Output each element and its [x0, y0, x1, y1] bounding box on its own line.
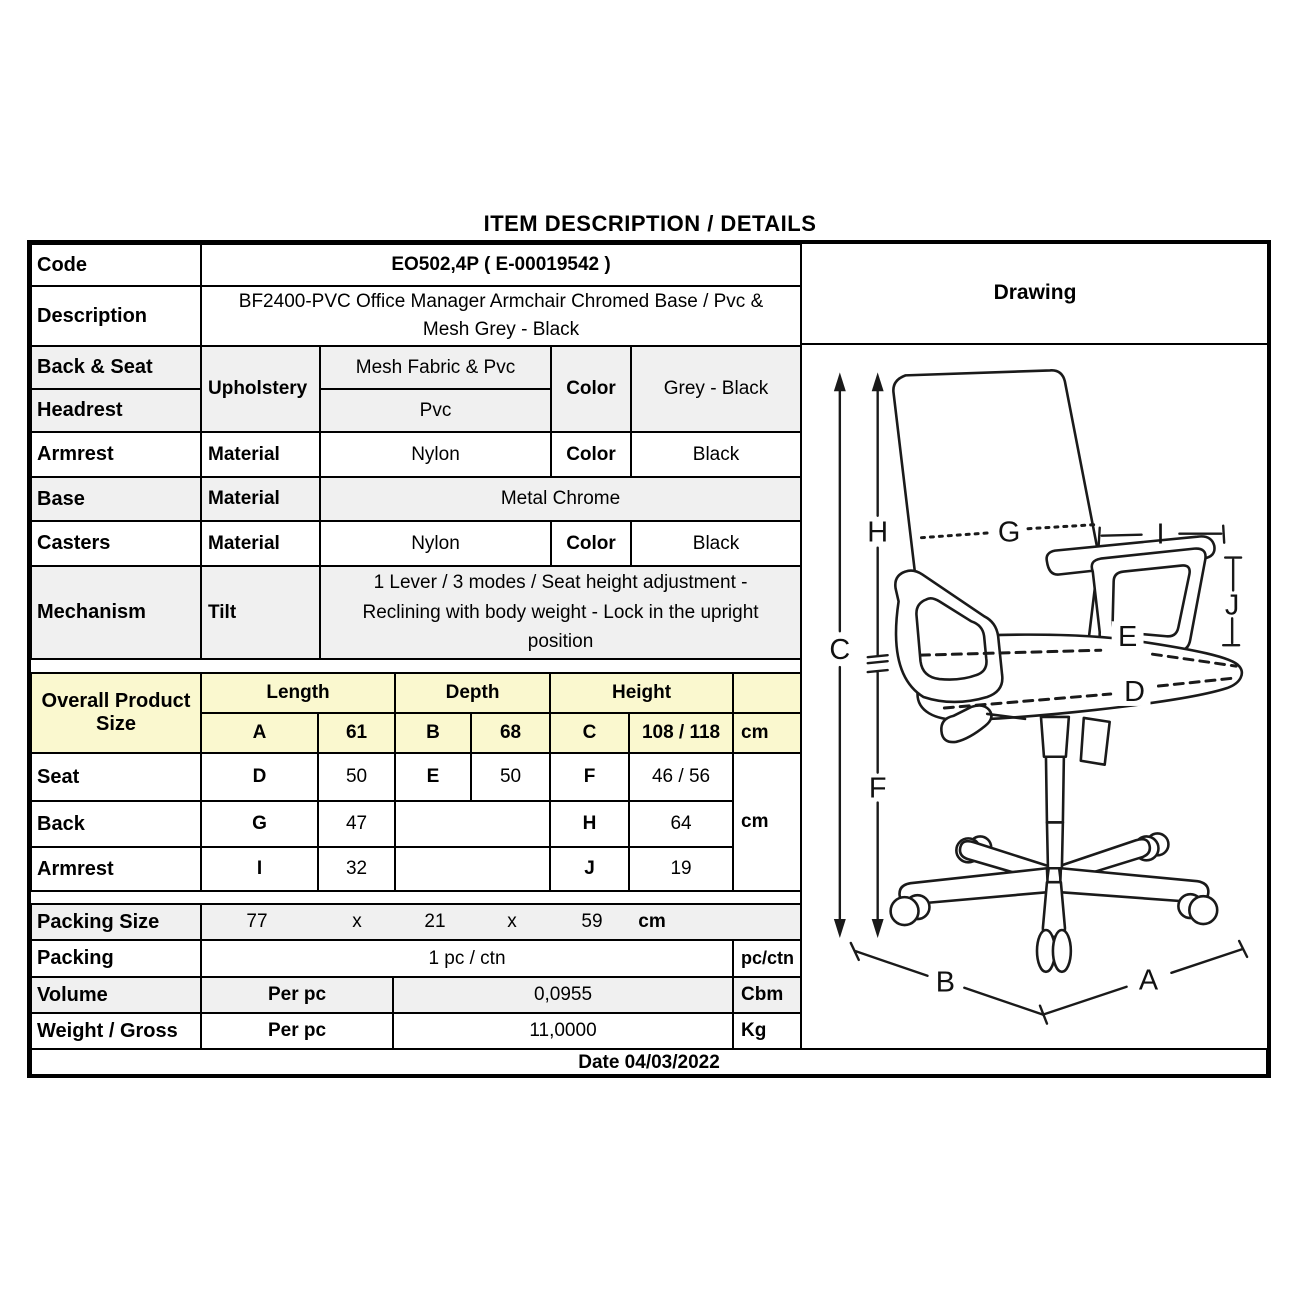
dim-h-value: 64 [629, 801, 733, 847]
caster-front [1053, 930, 1071, 972]
depth-header: Depth [395, 673, 550, 713]
dim-e: E [395, 753, 471, 801]
empty-cell [733, 673, 801, 713]
material-label: Material [201, 521, 320, 566]
gas-column-upper [1041, 717, 1069, 757]
empty-cell [395, 801, 550, 847]
casters-label: Casters [31, 521, 201, 566]
dim-c-value: 108 / 118 [629, 713, 733, 753]
table-row [31, 1049, 1267, 1076]
chair-drawing-svg [802, 345, 1268, 1048]
packing-table [30, 903, 802, 1050]
table-row [31, 753, 801, 801]
dim-f: F [550, 753, 629, 801]
table-row [31, 477, 801, 521]
packing-dim-1: 77 [246, 911, 268, 932]
empty-cell [395, 847, 550, 891]
headrest-label: Headrest [31, 389, 201, 432]
packing-size-value [201, 904, 801, 940]
drawing-panel [800, 243, 1268, 1048]
material-label: Material [201, 477, 320, 521]
table-row [31, 1013, 801, 1049]
packing-dim-2: 21 [424, 911, 446, 932]
arrowhead [834, 919, 846, 938]
dim-g: G [201, 801, 318, 847]
weight-label: Weight / Gross [31, 1013, 201, 1049]
table-row [31, 801, 801, 847]
arrowhead [872, 372, 884, 391]
back-seat-material: Mesh Fabric & Pvc [320, 346, 551, 389]
table-row [31, 244, 801, 286]
chair-drawing [802, 345, 1268, 1048]
dim-f-value: 46 / 56 [629, 753, 733, 801]
unit-span: cm [733, 753, 801, 891]
dim-i-value: 32 [318, 847, 395, 891]
color-label: Color [551, 346, 631, 432]
table-row [31, 847, 801, 891]
dim-h: H [550, 801, 629, 847]
armrest-color: Black [631, 432, 801, 477]
unit-header: cm [733, 713, 801, 753]
length-header: Length [201, 673, 395, 713]
dim-label-e: E [1117, 621, 1138, 654]
dim-label-a: A [1138, 964, 1159, 997]
volume-value: 0,0955 [393, 977, 733, 1013]
table-row [31, 977, 801, 1013]
code-label: Code [31, 244, 201, 286]
dim-g-value: 47 [318, 801, 395, 847]
arrowhead [834, 372, 846, 391]
packing-value: 1 pc / ctn [201, 940, 733, 977]
dim-label-d: D [1124, 675, 1145, 708]
arrowhead [872, 919, 884, 938]
dim-label-h: H [867, 516, 889, 549]
upholstery-label: Upholstery [201, 346, 320, 432]
dim-label-c: C [829, 634, 851, 667]
dim-j: J [550, 847, 629, 891]
packing-dim-unit: cm [638, 911, 666, 932]
dim-d: D [201, 753, 318, 801]
volume-unit: Cbm [733, 977, 801, 1013]
gas-column-mid [1046, 757, 1064, 823]
packing-label: Packing [31, 940, 201, 977]
back-seat-label: Back & Seat [31, 346, 201, 389]
caster-right [1189, 896, 1217, 924]
volume-label: Volume [31, 977, 201, 1013]
drawing-header: Drawing [802, 243, 1268, 345]
packing-x: x [507, 911, 517, 932]
date-value: Date 04/03/2022 [31, 1049, 1267, 1076]
dim-label-f: F [868, 772, 887, 805]
packing-unit: pc/ctn [733, 940, 801, 977]
code-value: EO502,4P ( E-00019542 ) [201, 244, 801, 286]
page-title: ITEM DESCRIPTION / DETAILS [483, 211, 817, 236]
dim-e-value: 50 [471, 753, 550, 801]
headrest-material: Pvc [320, 389, 551, 432]
size-table [30, 672, 802, 892]
armrest-label: Armrest [31, 432, 201, 477]
description-value: BF2400-PVC Office Manager Armchair Chromed Base / Pvc & Mesh Grey - Black [201, 286, 801, 346]
dim-a: A [201, 713, 318, 753]
packing-x: x [352, 911, 362, 932]
gas-column-lower [1047, 822, 1063, 868]
weight-per-pc: Per pc [201, 1013, 393, 1049]
dim-i: I [201, 847, 318, 891]
table-row [31, 521, 801, 566]
weight-value: 11,0000 [393, 1013, 733, 1049]
table-row [31, 940, 801, 977]
table-row [31, 346, 801, 389]
dim-a-value: 61 [318, 713, 395, 753]
material-label: Material [201, 432, 320, 477]
armrest-size-label: Armrest [31, 847, 201, 891]
casters-material: Nylon [320, 521, 551, 566]
color-label: Color [551, 432, 631, 477]
casters-color: Black [631, 521, 801, 566]
height-header: Height [550, 673, 733, 713]
dim-label-j: J [1224, 589, 1240, 622]
table-row [31, 566, 801, 659]
back-label: Back [31, 801, 201, 847]
table-row [31, 286, 801, 346]
packing-dim-3: 59 [581, 911, 603, 932]
dim-b-value: 68 [471, 713, 550, 753]
tilt-label: Tilt [201, 566, 320, 659]
chair-side-block [1081, 718, 1110, 765]
base-material: Metal Chrome [320, 477, 801, 521]
weight-unit: Kg [733, 1013, 801, 1049]
caster-left [891, 897, 919, 925]
dim-c: C [550, 713, 629, 753]
dim-label-i: I [1156, 518, 1165, 551]
base-label: Base [31, 477, 201, 521]
table-row [31, 432, 801, 477]
dim-j-value: 19 [629, 847, 733, 891]
dim-label-b: B [935, 966, 956, 999]
dim-label-g: G [997, 516, 1021, 549]
volume-per-pc: Per pc [201, 977, 393, 1013]
spec-table [30, 243, 802, 660]
dim-b: B [395, 713, 471, 753]
dim-d-value: 50 [318, 753, 395, 801]
description-label: Description [31, 286, 201, 346]
table-row [31, 673, 801, 713]
date-table [30, 1048, 1268, 1077]
packing-size-label: Packing Size [31, 904, 201, 940]
color-label: Color [551, 521, 631, 566]
overall-size-label: Overall Product Size [31, 673, 201, 753]
seat-label: Seat [31, 753, 201, 801]
mechanism-label: Mechanism [31, 566, 201, 659]
back-seat-color: Grey - Black [631, 346, 801, 432]
table-row [31, 904, 801, 940]
mechanism-value: 1 Lever / 3 modes / Seat height adjustment - Reclining with body weight - Lock in the upright position [320, 566, 801, 659]
armrest-material: Nylon [320, 432, 551, 477]
